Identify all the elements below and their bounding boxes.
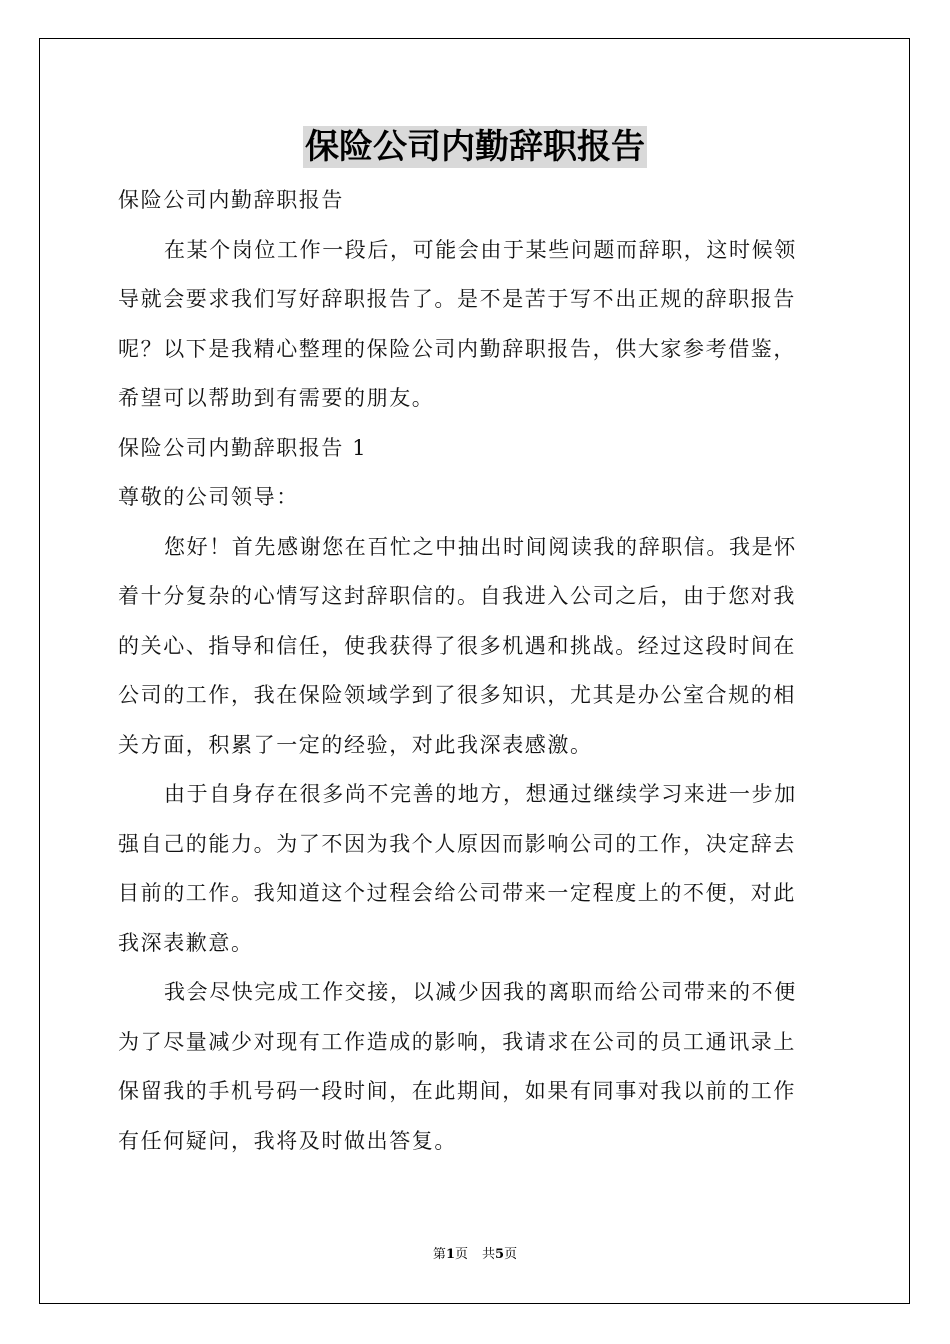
text-line: 我会尽快完成工作交接，以减少因我的离职而给公司带来的不便: [164, 980, 797, 1004]
text-line: 保险公司内勤辞职报告: [118, 188, 344, 212]
text-line: 在某个岗位工作一段后，可能会由于某些问题而辞职，这时候领: [164, 237, 797, 262]
text-line: 的关心、指导和信任，使我获得了很多机遇和挑战。经过这段时间在: [118, 633, 796, 658]
footer-current-page: 1: [445, 1247, 455, 1262]
text-line: 导就会要求我们写好辞职报告了。是不是苦于写不出正规的辞职报告: [118, 287, 796, 311]
document-title: 保险公司内勤辞职报告: [305, 127, 645, 167]
text-line: 您好！首先感谢您在百忙之中抽出时间阅读我的辞职信。我是怀: [164, 534, 797, 559]
text-line: 强自己的能力。为了不因为我个人原因而影响公司的工作，决定辞去: [118, 831, 796, 856]
text-line: 公司的工作，我在保险领域学到了很多知识，尤其是办公室合规的相: [118, 683, 796, 707]
text-line: 关方面，积累了一定的经验，对此我深表感激。: [118, 732, 593, 757]
text-line: 由于自身存在很多尚不完善的地方，想通过继续学习来进一步加: [164, 782, 797, 806]
page-footer: [0, 1246, 950, 1264]
title-area: [0, 126, 950, 168]
document-body: [118, 176, 834, 1166]
text-line: 希望可以帮助到有需要的朋友。: [118, 386, 435, 410]
footer-total-prefix: 共: [482, 1247, 496, 1262]
footer-total-suffix: 页: [504, 1247, 518, 1262]
footer-page-suffix: 页: [454, 1247, 468, 1262]
text-line: 保险公司内勤辞职报告 1: [118, 435, 368, 460]
text-line: 着十分复杂的心情写这封辞职信的。自我进入公司之后，由于您对我: [118, 584, 796, 608]
text-line: 保留我的手机号码一段时间，在此期间，如果有同事对我以前的工作: [118, 1079, 796, 1103]
text-line: 有任何疑问，我将及时做出答复。: [118, 1128, 457, 1153]
text-line: 我深表歉意。: [118, 930, 254, 955]
text-line: 尊敬的公司领导：: [118, 485, 299, 509]
text-line: 为了尽量减少对现有工作造成的影响，我请求在公司的员工通讯录上: [118, 1029, 796, 1054]
text-line: 呢？以下是我精心整理的保险公司内勤辞职报告，供大家参考借鉴，: [118, 336, 796, 361]
footer-page-prefix: 第: [432, 1247, 446, 1262]
text-line: 目前的工作。我知道这个过程会给公司带来一定程度上的不便，对此: [118, 881, 796, 905]
footer-total-pages: 5: [495, 1247, 505, 1262]
